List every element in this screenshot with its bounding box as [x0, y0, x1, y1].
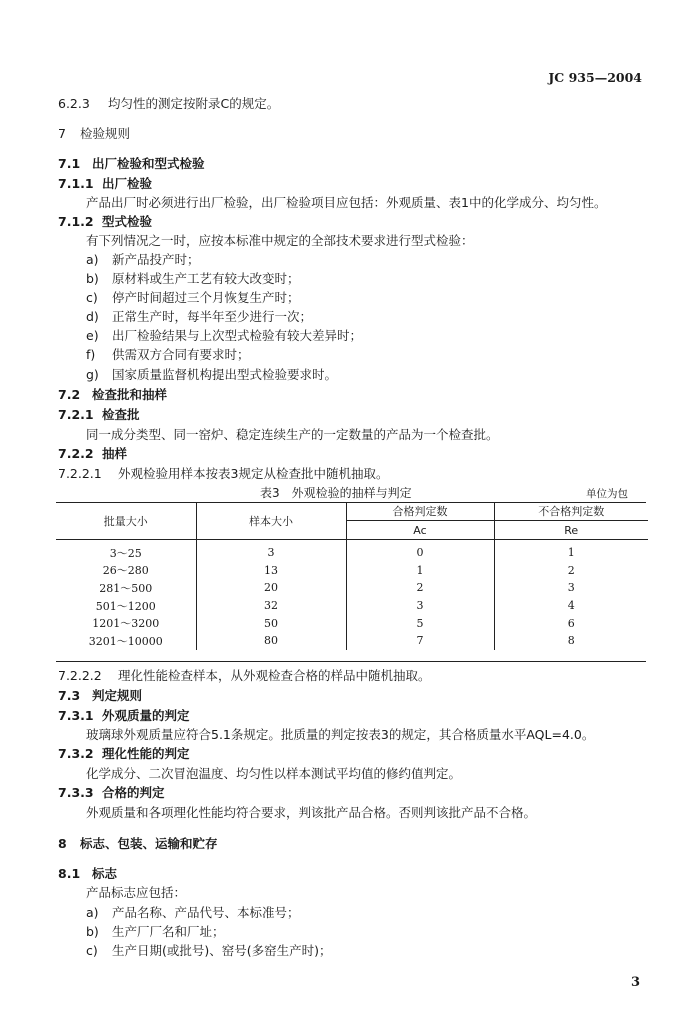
list-item-a: a) 新产品投产时； [86, 252, 200, 267]
clause-7-1-2-intro: 有下列情况之一时，应按本标准中规定的全部技术要求进行型式检验： [86, 233, 474, 248]
clause-7-2-2-2: 7.2.2.2 理化性能检查样本，从外观检查合格的样品中随机抽取。 [58, 668, 431, 683]
cell-re: 6 [494, 614, 648, 632]
cell-sample: 20 [196, 579, 346, 597]
table-row [56, 632, 648, 650]
cell-batch: 281～500 [99, 581, 153, 595]
cell-ac: 7 [346, 632, 494, 650]
mark-item-a: a) 产品名称、产品代号、本标准号； [86, 905, 300, 920]
clause-7-3-1-title: 7.3.1 外观质量的判定 [58, 708, 190, 723]
cell-sample: 3 [196, 540, 346, 562]
table-row [56, 614, 648, 632]
cell-batch: 1201～3200 [92, 617, 160, 631]
cell-sample: 80 [196, 632, 346, 650]
header-reject-number: 不合格判定数 [494, 502, 648, 521]
clause-7-2-1-body: 同一成分类型、同一窑炉、稳定连续生产的一定数量的产品为一个检查批。 [86, 427, 499, 442]
header-batch-size: 批量大小 [56, 502, 196, 540]
list-item-e: e) 出厂检验结果与上次型式检验有较大差异时； [86, 328, 363, 343]
table-row [56, 540, 648, 562]
cell-ac: 2 [346, 579, 494, 597]
sampling-table [56, 502, 648, 650]
header-re: Re [494, 521, 648, 540]
clause-7-2-1-title: 7.2.1 检查批 [58, 407, 140, 422]
header-sample-size: 样本大小 [196, 502, 346, 540]
cell-batch: 3～25 [109, 546, 142, 560]
clause-7-2-2-title: 7.2.2 抽样 [58, 446, 128, 461]
cell-batch: 501～1200 [95, 599, 156, 613]
clause-8-1-title: 8.1 标志 [58, 866, 118, 881]
cell-re: 3 [494, 579, 648, 597]
cell-ac: 1 [346, 562, 494, 580]
list-item-g: g) 国家质量监督机构提出型式检验要求时。 [86, 367, 338, 382]
cell-sample: 50 [196, 614, 346, 632]
header-ac: Ac [346, 521, 494, 540]
cell-sample: 13 [196, 562, 346, 580]
list-item-f: f) 供需双方合同有要求时； [86, 347, 250, 362]
table-unit: 单位为包 [586, 488, 628, 500]
list-item-b: b) 原材料或生产工艺有较大改变时； [86, 271, 300, 286]
cell-re: 4 [494, 597, 648, 615]
cell-ac: 3 [346, 597, 494, 615]
clause-7-3-2-body: 化学成分、二次冒泡温度、均匀性以样本测试平均值的修约值判定。 [86, 766, 462, 781]
table-caption: 表3 外观检验的抽样与判定 [260, 486, 412, 500]
clause-7-1-title: 7.1 出厂检验和型式检验 [58, 156, 205, 171]
list-item-c: c) 停产时间超过三个月恢复生产时； [86, 290, 300, 305]
table-row [56, 579, 648, 597]
table-row [56, 597, 648, 615]
cell-ac: 5 [346, 614, 494, 632]
clause-7-2-2-1: 7.2.2.1 外观检验用样本按表3规定从检查批中随机抽取。 [58, 466, 389, 481]
clause-7-2-title: 7.2 检查批和抽样 [58, 387, 168, 402]
section-7-title: 7 检验规则 [58, 126, 131, 141]
clause-7-3-title: 7.3 判定规则 [58, 688, 143, 703]
section-8-title: 8 标志、包装、运输和贮存 [58, 836, 218, 851]
cell-sample: 32 [196, 597, 346, 615]
cell-re: 8 [494, 632, 648, 650]
clause-6-2-3: 6.2.3 均匀性的测定按附录C的规定。 [58, 96, 280, 111]
clause-7-1-1-body: 产品出厂时必须进行出厂检验，出厂检验项目应包括：外观质量、表1中的化学成分、均匀性。 [86, 195, 607, 210]
cell-re: 1 [494, 540, 648, 562]
clause-7-1-2-title: 7.1.2 型式检验 [58, 214, 153, 229]
cell-ac: 0 [346, 540, 494, 562]
clause-7-3-3-title: 7.3.3 合格的判定 [58, 785, 165, 800]
cell-batch: 3201～10000 [88, 634, 163, 648]
clause-7-1-1-title: 7.1.1 出厂检验 [58, 176, 153, 191]
clause-7-3-1-body: 玻璃球外观质量应符合5.1条规定。批质量的判定按表3的规定，其合格质量水平AQL=4.0。 [86, 727, 595, 742]
clause-7-3-3-body: 外观质量和各项理化性能均符合要求，判该批产品合格。否则判该批产品不合格。 [86, 805, 537, 820]
cell-re: 2 [494, 562, 648, 580]
page-number: 3 [630, 975, 640, 990]
clause-8-1-intro: 产品标志应包括： [86, 885, 187, 900]
list-item-d: d) 正常生产时，每半年至少进行一次； [86, 309, 313, 324]
cell-batch: 26～280 [102, 564, 149, 578]
table-row [56, 562, 648, 580]
header-accept-number: 合格判定数 [346, 502, 494, 521]
standard-code: JC 935—2004 [548, 70, 642, 85]
mark-item-b: b) 生产厂厂名和厂址； [86, 924, 225, 939]
mark-item-c: c) 生产日期(或批号)、窑号(多窑生产时)； [86, 943, 332, 958]
clause-7-3-2-title: 7.3.2 理化性能的判定 [58, 746, 190, 761]
